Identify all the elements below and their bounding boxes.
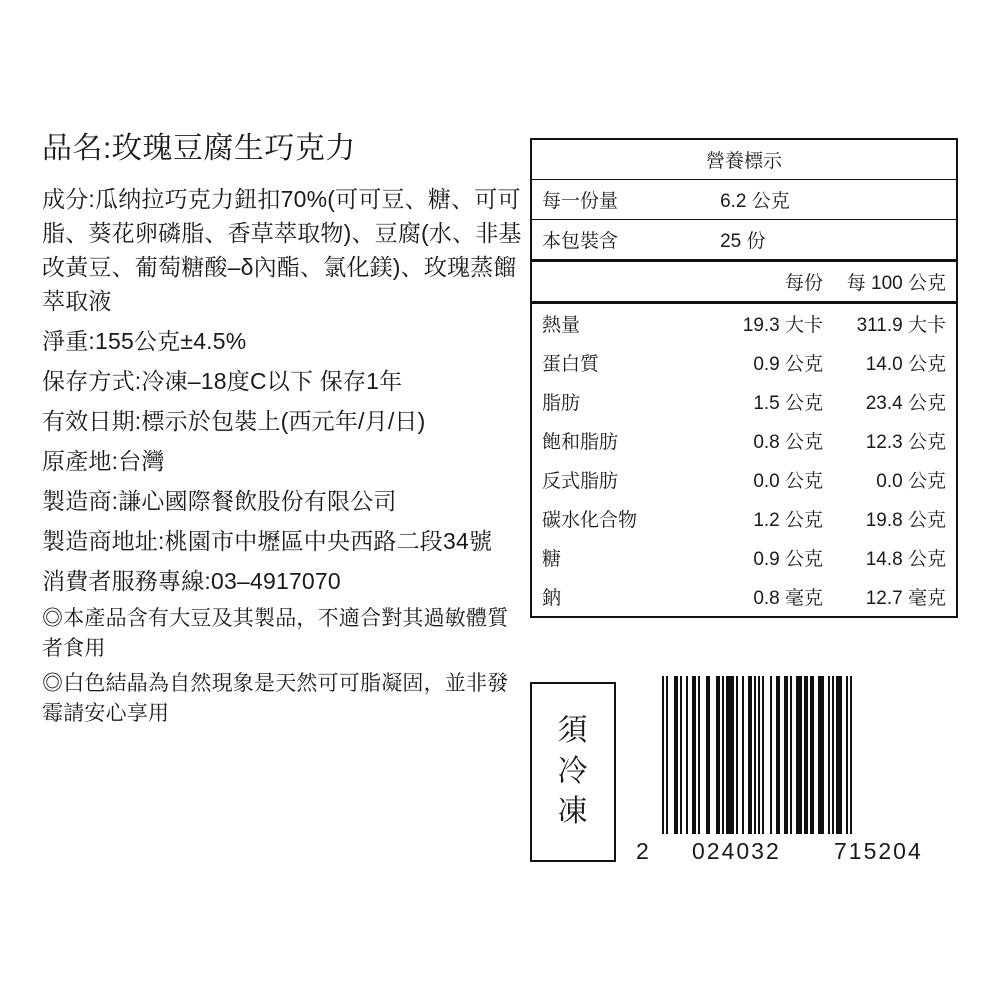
manufacturer-text: 製造商:謙心國際餐飲股份有限公司 [42,487,397,514]
nutrient-per-serving: 0.9 公克 [753,549,824,570]
allergen-note-text: ◎本產品含有大豆及其製品，不適合對其過敏體質者食用 [42,606,509,661]
table-row [532,538,956,577]
bloom-note-text: ◎白色結晶為自然現象是天然可可脂凝固，並非發霉請安心享用 [42,671,509,726]
nutrient-per-100g: 19.8 公克 [865,510,946,531]
table-row [532,303,956,344]
nutrition-facts-table [530,138,958,618]
nutrient-per-100g: 12.7 毫克 [865,588,946,609]
keep-frozen-badge [530,682,616,862]
servings-per-pack-value: 25 份 [710,220,956,261]
table-row [532,499,956,538]
nutrient-per-serving: 0.9 公克 [753,354,824,375]
ingredients-text: 成分:瓜纳拉巧克力鈕扣70%(可可豆、糖、可可脂、葵花卵磷脂、香草萃取物)、豆腐(水、非基改黃豆、葡萄糖酸–δ內酯、氯化鎂)、玫瑰蒸餾萃取液 [42,185,522,314]
table-row [532,460,956,499]
net-weight-text: 淨重:155公克±4.5% [42,327,247,354]
nutrient-name: 飽和脂肪 [542,432,619,453]
origin-text: 原產地:台灣 [42,447,165,474]
barcode-lead-digit: 2 [636,838,651,864]
nutrient-name: 脂肪 [542,393,581,414]
barcode-right-digits: 715204 [834,838,923,864]
service-hotline-text: 消費者服務專線:03–4917070 [42,567,341,594]
barcode-left-digits: 024032 [692,838,781,864]
nutrient-per-100g: 14.8 公克 [865,549,946,570]
nutrient-per-serving: 1.2 公克 [753,510,824,531]
nutrient-name: 碳水化合物 [542,510,638,531]
barcode-bars [662,676,958,834]
table-row [532,577,956,616]
nutrient-per-serving: 19.3 大卡 [742,315,824,336]
nutrient-name: 糖 [542,549,562,570]
nutrient-per-serving: 1.5 公克 [753,393,824,414]
nutrition-title: 營養標示 [532,140,956,180]
keep-frozen-char-3: 凍 [557,795,589,829]
table-row [532,382,956,421]
per-serving-column-header: 每份 [710,261,833,303]
keep-frozen-char-2: 冷 [557,754,589,788]
nutrient-per-100g: 12.3 公克 [865,432,946,453]
nutrient-per-100g: 311.9 大卡 [856,315,946,336]
manufacturer-address-text: 製造商地址:桃園市中壢區中央西路二段34號 [42,527,493,554]
barcode-bar [850,676,852,834]
table-row [532,421,956,460]
serving-size-label: 每一份量 [532,180,710,220]
product-info-column [42,130,522,734]
serving-size-value: 6.2 公克 [710,180,956,220]
nutrient-name: 鈉 [542,588,562,609]
barcode-digits [636,836,958,866]
per-100g-column-header: 每 100 公克 [833,261,956,303]
nutrient-per-serving: 0.0 公克 [753,471,824,492]
expiry-date-text: 有效日期:標示於包裝上(西元年/月/日) [42,407,426,434]
barcode-bar [726,676,734,834]
storage-method-text: 保存方式:冷凍–18度C以下 保存1年 [42,367,403,394]
page-title: 品名:玫瑰豆腐生巧克力 [42,132,356,165]
nutrient-name: 蛋白質 [542,354,600,375]
nutrient-per-serving: 0.8 公克 [753,432,824,453]
nutrient-column-header [532,261,710,303]
keep-frozen-char-1: 須 [557,714,589,748]
nutrient-per-serving: 0.8 毫克 [753,588,824,609]
nutrient-per-100g: 0.0 公克 [876,471,946,492]
nutrient-name: 反式脂肪 [542,471,619,492]
nutrient-per-100g: 23.4 公克 [865,393,946,414]
nutrient-per-100g: 14.0 公克 [865,354,946,375]
barcode [636,676,958,866]
servings-per-pack-label: 本包裝含 [532,220,710,261]
table-row [532,343,956,382]
nutrient-name: 熱量 [542,315,581,336]
